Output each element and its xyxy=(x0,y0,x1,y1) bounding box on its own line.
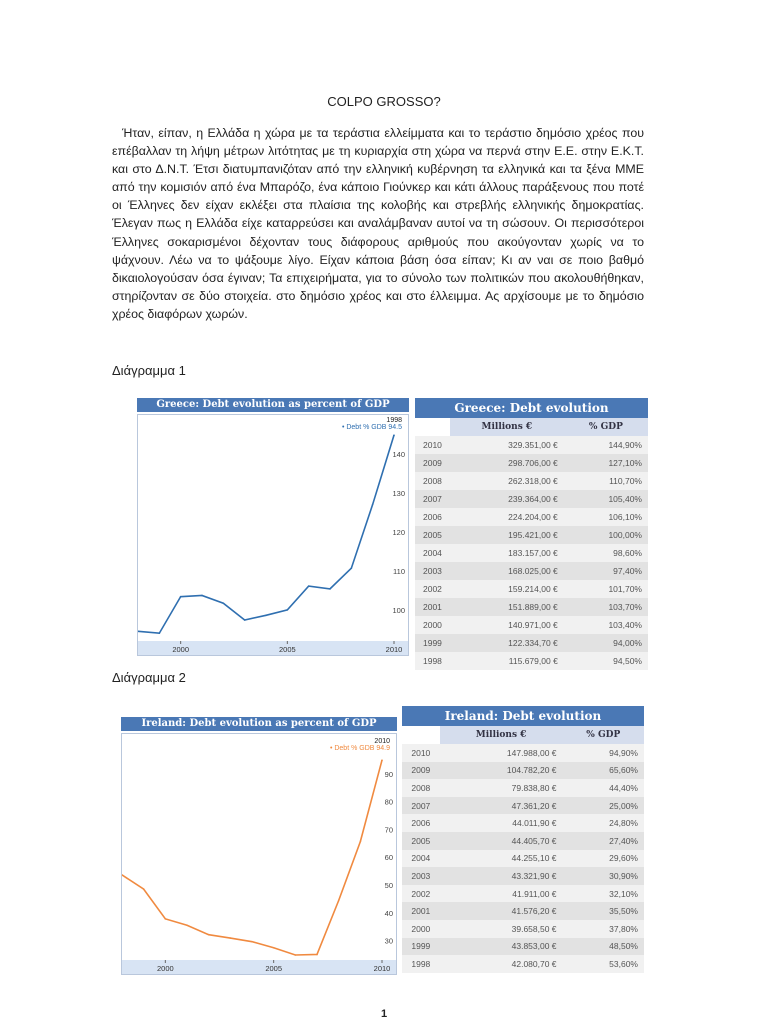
ireland-table-year-header xyxy=(402,726,440,744)
body-paragraph xyxy=(112,124,644,323)
ireland-year-cell: 1999 xyxy=(402,938,440,956)
greece-year-cell: 2006 xyxy=(415,508,450,526)
ireland-legend-label: • Debt % GDB 94.9 xyxy=(329,745,390,752)
ireland-gdp-cell: 25,00% xyxy=(563,797,644,815)
greece-gdp-cell: 105,40% xyxy=(564,490,648,508)
ireland-data-point xyxy=(360,841,362,843)
greece-millions-cell: 159.214,00 € xyxy=(450,580,564,598)
ireland-y-tick-label: 30 xyxy=(384,936,393,946)
greece-year-cell: 2005 xyxy=(415,526,450,544)
greece-year-cell: 2004 xyxy=(415,544,450,562)
greece-year-cell: 2002 xyxy=(415,580,450,598)
ireland-y-tick-label: 50 xyxy=(384,880,393,890)
ireland-legend-year: 2010 xyxy=(374,738,390,745)
greece-y-tick-label: 120 xyxy=(392,528,405,538)
ireland-data-point xyxy=(165,918,167,920)
ireland-millions-cell: 43.853,00 € xyxy=(440,938,563,956)
greece-table-row xyxy=(415,580,648,598)
greece-data-point xyxy=(223,602,225,604)
greece-table-row xyxy=(415,562,648,580)
ireland-table-row xyxy=(402,744,644,762)
greece-y-tick-label: 110 xyxy=(393,566,405,576)
ireland-chart-title: Ireland: Debt evolution as percent of GDP xyxy=(121,717,397,731)
ireland-table-title: Ireland: Debt evolution xyxy=(402,706,644,726)
greece-millions-cell: 115.679,00 € xyxy=(450,652,564,670)
ireland-millions-cell: 41.911,00 € xyxy=(440,885,563,903)
greece-year-cell: 1998 xyxy=(415,652,450,670)
ireland-y-tick-label: 70 xyxy=(384,825,393,835)
ireland-year-cell: 2004 xyxy=(402,850,440,868)
greece-table-row xyxy=(415,508,648,526)
ireland-debt-line xyxy=(122,760,382,955)
greece-table-row xyxy=(415,526,648,544)
greece-millions-cell: 329.351,00 € xyxy=(450,436,564,454)
ireland-year-cell: 2009 xyxy=(402,762,440,780)
greece-data-point xyxy=(201,595,203,597)
ireland-table-row xyxy=(402,850,644,868)
ireland-millions-cell: 79.838,80 € xyxy=(440,779,563,797)
ireland-table-row xyxy=(402,832,644,850)
ireland-table-row xyxy=(402,779,644,797)
greece-table-row xyxy=(415,634,648,652)
greece-plot-area xyxy=(137,414,409,656)
ireland-data-point xyxy=(143,888,145,890)
ireland-year-cell: 2003 xyxy=(402,867,440,885)
greece-data-point xyxy=(351,567,353,569)
page-title: COLPO GROSSO? xyxy=(327,94,441,109)
greece-y-tick-label: 130 xyxy=(392,489,405,499)
ireland-millions-cell: 42.080,70 € xyxy=(440,955,563,973)
ireland-millions-cell: 44.255,10 € xyxy=(440,850,563,868)
ireland-gdp-cell: 35,50% xyxy=(563,902,644,920)
ireland-year-cell: 2008 xyxy=(402,779,440,797)
ireland-data-point xyxy=(273,947,275,949)
greece-year-cell: 2010 xyxy=(415,436,450,454)
greece-table-row xyxy=(415,652,648,670)
ireland-year-cell: 2005 xyxy=(402,832,440,850)
greece-table-row xyxy=(415,472,648,490)
greece-millions-cell: 195.421,00 € xyxy=(450,526,564,544)
ireland-table-millions-header: Millions € xyxy=(440,726,563,744)
greece-gdp-cell: 144,90% xyxy=(564,436,648,454)
greece-data-point xyxy=(180,596,182,598)
greece-x-tick-label: 2000 xyxy=(172,645,190,654)
greece-line-chart xyxy=(138,415,408,655)
greece-table-row xyxy=(415,544,648,562)
ireland-year-cell: 2007 xyxy=(402,797,440,815)
ireland-table-row xyxy=(402,902,644,920)
ireland-gdp-cell: 37,80% xyxy=(563,920,644,938)
greece-gdp-cell: 97,40% xyxy=(564,562,648,580)
greece-millions-cell: 140.971,00 € xyxy=(450,616,564,634)
greece-gdp-cell: 98,60% xyxy=(564,544,648,562)
greece-legend-year: 1998 xyxy=(386,417,402,424)
ireland-millions-cell: 147.988,00 € xyxy=(440,744,563,762)
ireland-table-row xyxy=(402,867,644,885)
greece-millions-cell: 151.889,00 € xyxy=(450,598,564,616)
greece-millions-cell: 224.204,00 € xyxy=(450,508,564,526)
paragraph-text: Ήταν, είπαν, η Ελλάδα η χώρα με τα τεράστια ελλείμματα και το τεράστιο δημόσιο χρέος που επέβαλλαν τη λήψη μέτρων λιτότητας με τη κυριαρχία στη χώρα να περνά στην Ε.Ε. στην Ε.Κ.Τ. και στο Δ.Ν.Τ. Έτσι διατυμπανιζόταν από την ελληνική κυβέρνηση τα ελληνικά και τα ξένα ΜΜΕ από την κομισιόν από ένα Μπαρόζο, ένα κάποιο Γιούνκερ και κάτι άλλους παράξενους που ποτέ οι Έλληνες δεν είχαν εκλέξει στα πλαίσια της κολοβής και στρεβλής ελληνικής δημοκρατίας. Έλεγαν πως η Ελλάδα είχε καταρρεύσει και αναλάμβαναν αυτοί να τη σώσουν. Οι περισσότεροι Έλληνες σοκαρισμένοι δέχονταν τους διάφορους αριθμούς που ακούγονταν χωρίς να το ψάχνουν. Λέω να το ψάξουμε λίγο. Είχαν κάποια βάση όσα είπαν; Κι αν ναι σε ποιο βαθμό δικαιολογούσαν όσα έγιναν; Τα επιχειρήματα, για το σύνολο των πολιτικών που ακολουθήθηκαν, στηρίζονταν σε δύο στοιχεία. στο δημόσιο χρέος και στο έλλειμμα. Ας αρχίσουμε με το δημόσιο χρέος διαφόρων χωρών. xyxy=(112,126,644,321)
greece-chart-title: Greece: Debt evolution as percent of GDP xyxy=(137,398,409,412)
ireland-gdp-cell: 24,80% xyxy=(563,814,644,832)
greece-millions-cell: 262.318,00 € xyxy=(450,472,564,490)
greece-gdp-cell: 127,10% xyxy=(564,454,648,472)
greece-x-tick-label: 2010 xyxy=(385,645,403,654)
greece-data-point xyxy=(372,504,374,506)
ireland-millions-cell: 104.782,20 € xyxy=(440,762,563,780)
greece-table-row xyxy=(415,436,648,454)
greece-debt-line xyxy=(138,435,394,633)
greece-table-row xyxy=(415,616,648,634)
ireland-table-row xyxy=(402,814,644,832)
ireland-year-cell: 1998 xyxy=(402,955,440,973)
ireland-gdp-cell: 94,90% xyxy=(563,744,644,762)
greece-chart xyxy=(137,398,409,656)
greece-x-tick-label: 2005 xyxy=(278,645,296,654)
greece-year-cell: 2007 xyxy=(415,490,450,508)
greece-legend-label: • Debt % GDB 94.5 xyxy=(341,424,402,431)
greece-gdp-cell: 100,00% xyxy=(564,526,648,544)
page-number: 1 xyxy=(380,1008,388,1020)
ireland-gdp-cell: 27,40% xyxy=(563,832,644,850)
ireland-millions-cell: 41.576,20 € xyxy=(440,902,563,920)
diagram-1-label: Διάγραμμα 1 xyxy=(112,363,186,378)
greece-millions-cell: 122.334,70 € xyxy=(450,634,564,652)
ireland-year-cell: 2001 xyxy=(402,902,440,920)
greece-year-cell: 2003 xyxy=(415,562,450,580)
ireland-line-chart xyxy=(122,734,396,974)
greece-table-title: Greece: Debt evolution xyxy=(415,398,648,418)
greece-millions-cell: 183.157,00 € xyxy=(450,544,564,562)
greece-millions-cell: 168.025,00 € xyxy=(450,562,564,580)
ireland-millions-cell: 44.405,70 € xyxy=(440,832,563,850)
ireland-millions-cell: 47.361,20 € xyxy=(440,797,563,815)
greece-data-point xyxy=(308,585,310,587)
ireland-x-tick-label: 2005 xyxy=(265,964,283,973)
ireland-x-tick-label: 2000 xyxy=(156,964,174,973)
ireland-data-point xyxy=(186,924,188,926)
ireland-table-row xyxy=(402,938,644,956)
ireland-y-tick-label: 40 xyxy=(384,908,393,918)
greece-table-row xyxy=(415,490,648,508)
greece-table xyxy=(415,398,648,670)
ireland-chart xyxy=(121,717,397,975)
ireland-data-point xyxy=(316,954,318,956)
ireland-data-point xyxy=(381,759,383,761)
greece-data-point xyxy=(393,434,395,436)
greece-gdp-cell: 103,70% xyxy=(564,598,648,616)
ireland-gdp-cell: 29,60% xyxy=(563,850,644,868)
greece-table-year-header xyxy=(415,418,450,436)
greece-data-point xyxy=(159,632,161,634)
ireland-millions-cell: 43.321,90 € xyxy=(440,867,563,885)
ireland-x-tick-label: 2010 xyxy=(373,964,391,973)
ireland-gdp-cell: 53,60% xyxy=(563,955,644,973)
greece-year-cell: 1999 xyxy=(415,634,450,652)
ireland-table-row xyxy=(402,797,644,815)
ireland-gdp-cell: 65,60% xyxy=(563,762,644,780)
ireland-y-tick-label: 80 xyxy=(384,797,393,807)
greece-year-cell: 2008 xyxy=(415,472,450,490)
ireland-table-row xyxy=(402,955,644,973)
ireland-y-tick-label: 60 xyxy=(384,853,393,863)
ireland-gdp-cell: 30,90% xyxy=(563,867,644,885)
greece-gdp-cell: 94,00% xyxy=(564,634,648,652)
greece-data-point xyxy=(329,588,331,590)
ireland-gdp-cell: 48,50% xyxy=(563,938,644,956)
ireland-year-cell: 2002 xyxy=(402,885,440,903)
ireland-table xyxy=(402,706,644,973)
ireland-plot-area xyxy=(121,733,397,975)
diagram-2-label: Διάγραμμα 2 xyxy=(112,670,186,685)
greece-gdp-cell: 110,70% xyxy=(564,472,648,490)
ireland-data-point xyxy=(251,941,253,943)
ireland-table-row xyxy=(402,885,644,903)
greece-gdp-cell: 101,70% xyxy=(564,580,648,598)
greece-year-cell: 2009 xyxy=(415,454,450,472)
greece-gdp-cell: 106,10% xyxy=(564,508,648,526)
ireland-data-point xyxy=(208,934,210,936)
greece-gdp-cell: 94,50% xyxy=(564,652,648,670)
greece-millions-cell: 239.364,00 € xyxy=(450,490,564,508)
ireland-table-gdp-header: % GDP xyxy=(563,726,644,744)
ireland-millions-cell: 39.658,50 € xyxy=(440,920,563,938)
greece-y-tick-label: 100 xyxy=(392,605,405,615)
ireland-table-row xyxy=(402,762,644,780)
ireland-year-cell: 2000 xyxy=(402,920,440,938)
greece-table-gdp-header: % GDP xyxy=(564,418,648,436)
greece-table-row xyxy=(415,454,648,472)
ireland-millions-cell: 44.011,90 € xyxy=(440,814,563,832)
greece-data-point xyxy=(265,615,267,617)
ireland-data-point xyxy=(338,900,340,902)
ireland-table-row xyxy=(402,920,644,938)
greece-table-row xyxy=(415,598,648,616)
greece-data-point xyxy=(244,619,246,621)
ireland-gdp-cell: 44,40% xyxy=(563,779,644,797)
greece-gdp-cell: 103,40% xyxy=(564,616,648,634)
ireland-year-cell: 2006 xyxy=(402,814,440,832)
greece-millions-cell: 298.706,00 € xyxy=(450,454,564,472)
greece-table-millions-header: Millions € xyxy=(450,418,564,436)
ireland-gdp-cell: 32,10% xyxy=(563,885,644,903)
greece-data-point xyxy=(287,609,289,611)
ireland-data-point xyxy=(230,937,232,939)
ireland-data-point xyxy=(295,954,297,956)
ireland-year-cell: 2010 xyxy=(402,744,440,762)
ireland-y-tick-label: 90 xyxy=(384,769,393,779)
greece-year-cell: 2001 xyxy=(415,598,450,616)
greece-y-tick-label: 140 xyxy=(392,450,405,460)
greece-year-cell: 2000 xyxy=(415,616,450,634)
